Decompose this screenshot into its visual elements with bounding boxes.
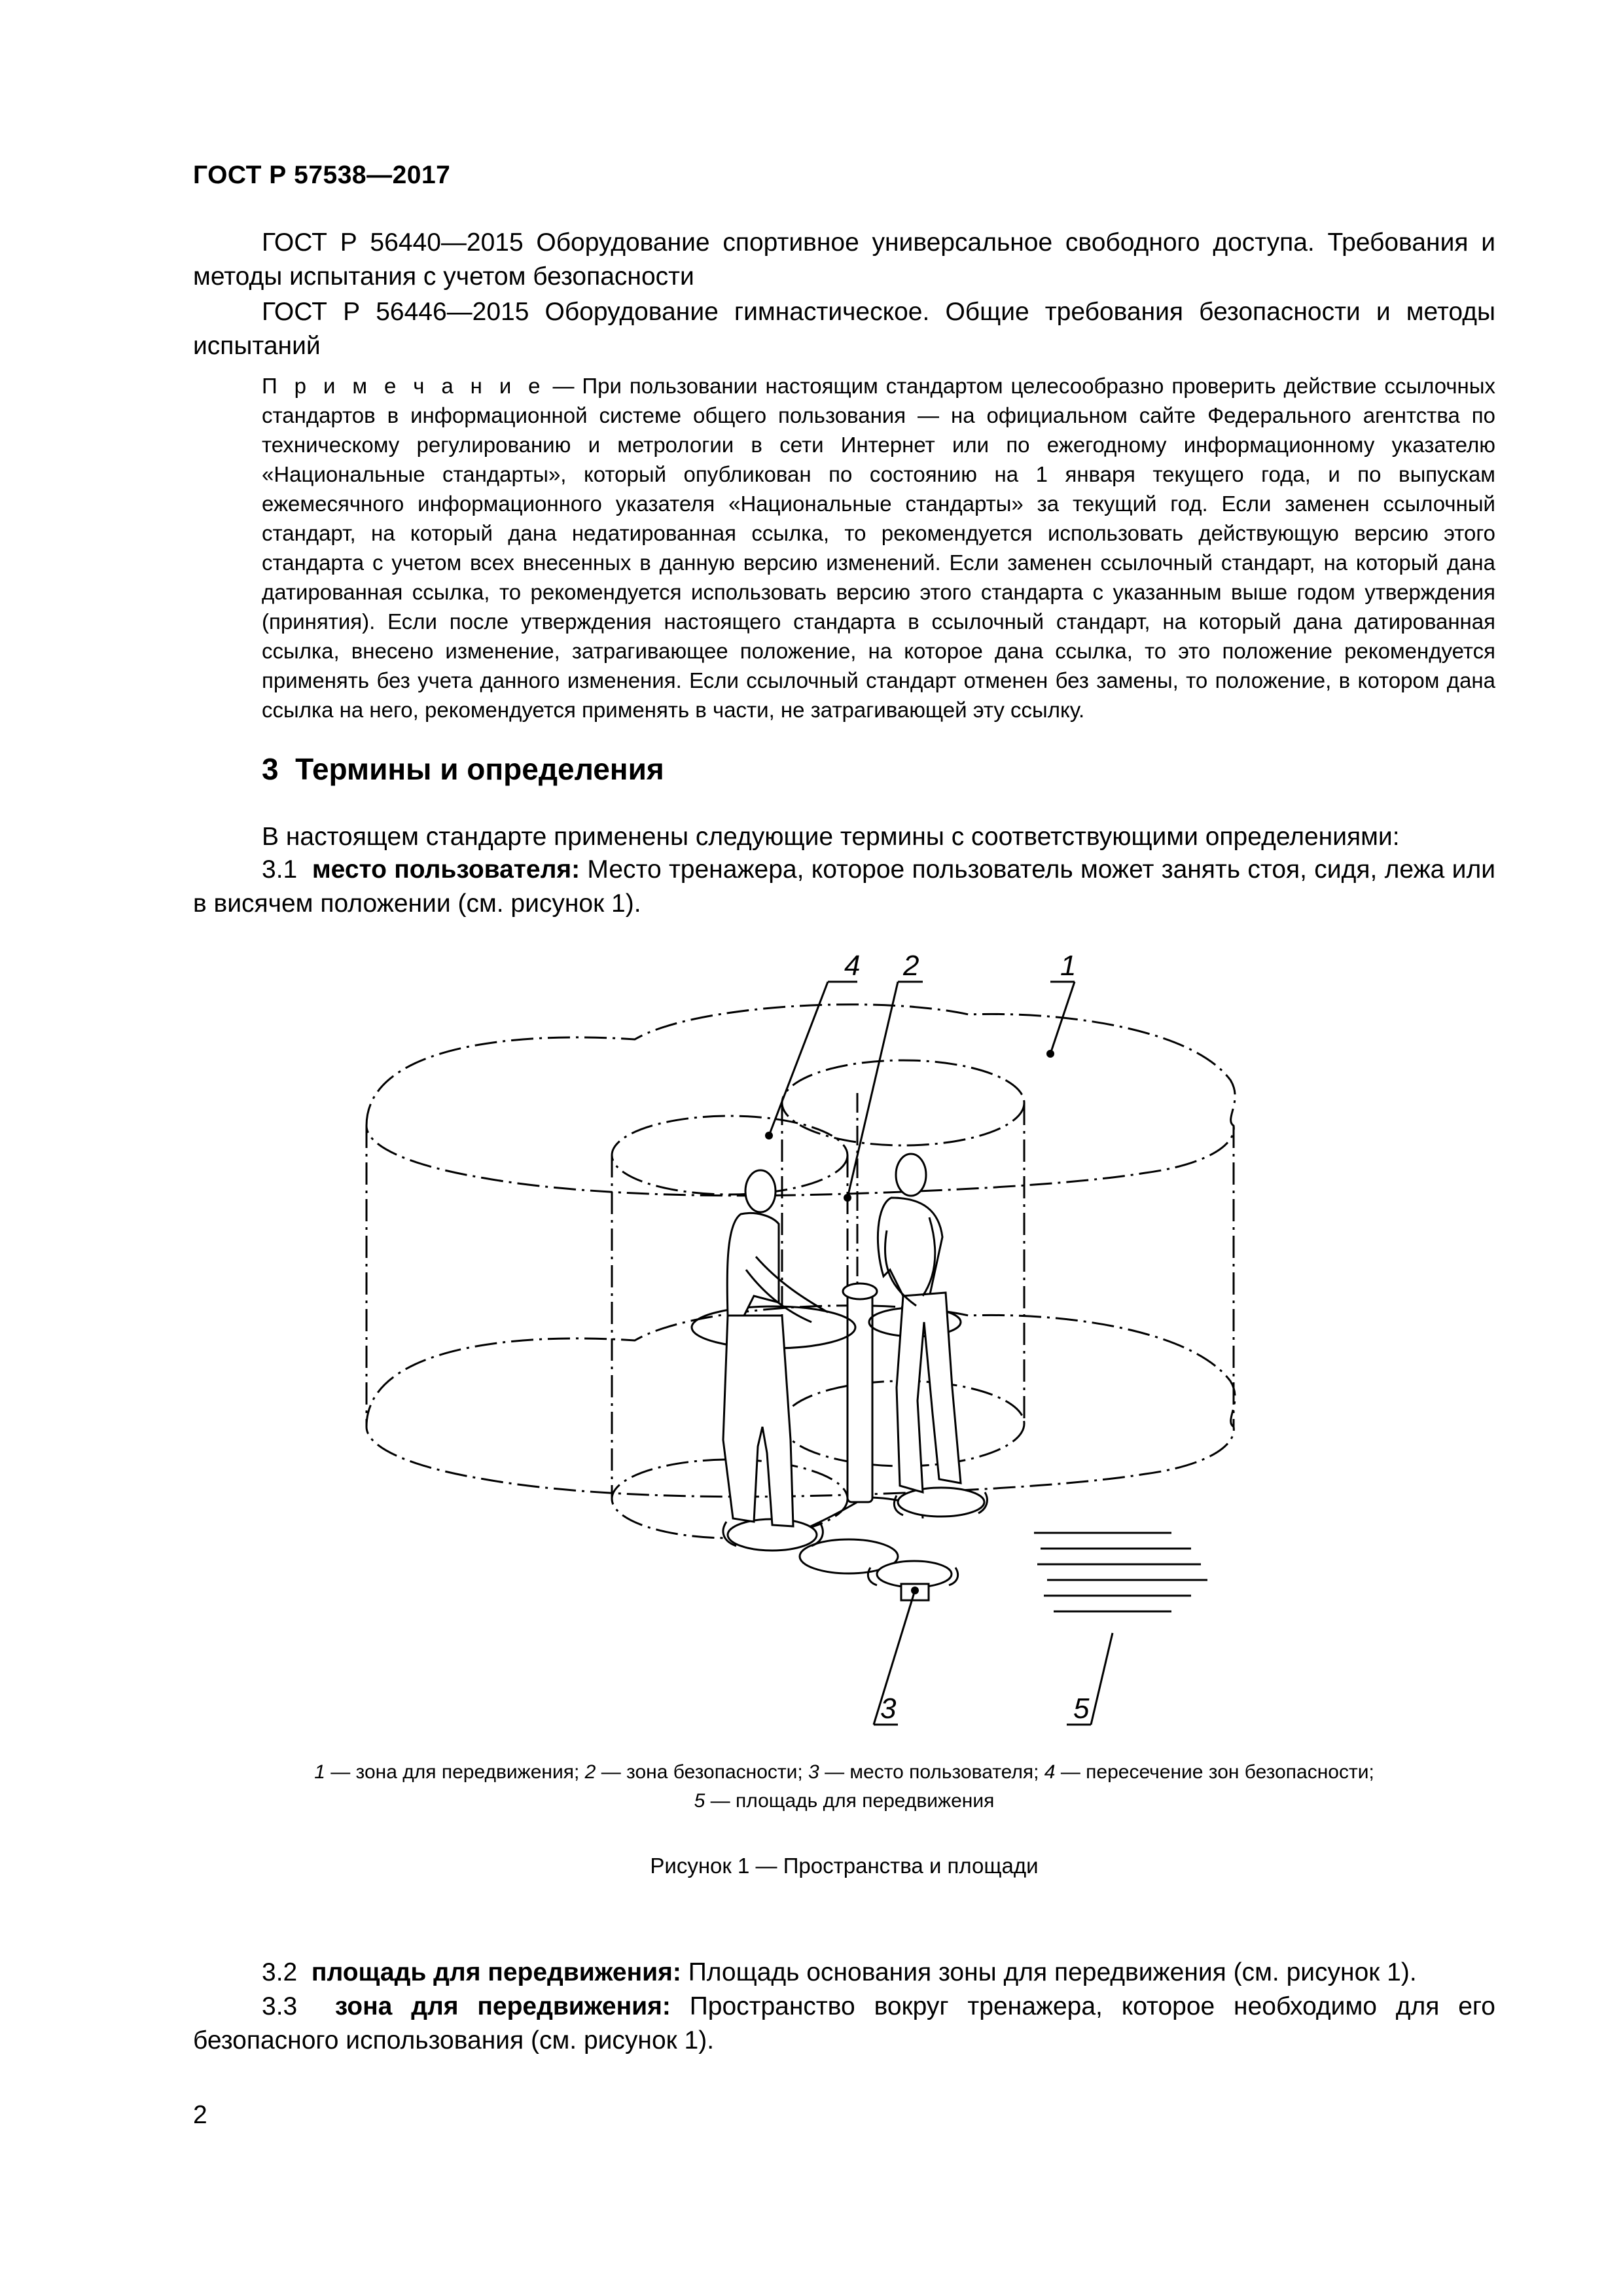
- term-3-1: [193, 853, 1495, 921]
- legend-text: — место пользователя;: [819, 1761, 1044, 1783]
- legend-text: — зона для передвижения;: [325, 1761, 585, 1783]
- figure-legend: [193, 1758, 1495, 1816]
- legend-text: — пересечение зон безопасности;: [1055, 1761, 1374, 1783]
- figure-legend-line-2: [193, 1787, 1495, 1816]
- document-header: ГОСТ Р 57538—2017: [193, 161, 451, 189]
- page-number: 2: [193, 2101, 207, 2129]
- legend-text: — площадь для передвижения: [705, 1790, 995, 1812]
- figure-1-diagram: [353, 929, 1335, 1741]
- legend-number: 5: [694, 1790, 705, 1812]
- section-heading: [262, 751, 664, 787]
- legend-number: 4: [1044, 1761, 1056, 1783]
- legend-text: — зона безопасности;: [596, 1761, 809, 1783]
- term-name: место пользователя:: [312, 855, 580, 884]
- reference-gost-56446: ГОСТ Р 56446—2015 Оборудование гимнастическое. Общие требования безопасности и методы испытаний: [193, 298, 1495, 360]
- term-3-2: [193, 1956, 1495, 1990]
- note-text: — При пользовании настоящим стандартом целесообразно проверить действие ссылочных стандартов в информационной системе общего пользования — на официальном сайте Федерального агентства по техническому регулированию и метрологии в сети Интернет или по ежегодному информационному указателю «Национальные стандарты», который опубликован по состоянию на 1 января текущего года, и по выпускам ежемесячного информационного указателя «Национальные стандарты» за текущий год. Если заменен ссылочный стандарт, на который дана недатированная ссылка, то рекомендуется использовать действующую версию этого стандарта с учетом всех внесенных в данную версию изменений. Если заменен ссылочный стандарт, на который дана датированная ссылка, то рекомендуется использовать версию этого стандарта с указанным выше годом утверждения (принятия). Если после утверждения настоящего стандарта в ссылочный стандарт, на который дана датированная ссылка, внесено изменение, затрагивающее положение, на которое дана ссылка, то это положение рекомендуется применять без учета данного изменения. Если ссылочный стандарт отменен без замены, то положение, в котором дана ссылка на него, рекомендуется применять в части, не затрагивающей эту ссылку.: [262, 374, 1495, 722]
- term-name: зона для передвижения:: [334, 1992, 671, 2020]
- callout-1: 1: [1060, 950, 1077, 982]
- term-definition: Место тренажера, которое пользователь может занять стоя, сидя, лежа или в висячем положении (см. рисунок 1).: [193, 855, 1495, 918]
- term-number: 3.3: [262, 1992, 298, 2020]
- section-number: 3: [262, 752, 279, 786]
- section-intro: В настоящем стандарте применены следующие термины с соответствующими определениями:: [262, 823, 1400, 851]
- callout-2: 2: [903, 950, 919, 982]
- callout-5: 5: [1073, 1693, 1090, 1725]
- callout-4: 4: [844, 950, 861, 982]
- reference-gost-56440: ГОСТ Р 56440—2015 Оборудование спортивное универсальное свободного доступа. Требования и методы испытания с учетом безопасности: [193, 228, 1495, 291]
- term-name: площадь для передвижения:: [311, 1958, 681, 1986]
- legend-number: 2: [584, 1761, 596, 1783]
- term-3-3: [193, 1990, 1495, 2058]
- term-definition: Площадь основания зоны для передвижения (см. рисунок 1).: [681, 1958, 1417, 1986]
- note-label: П р и м е ч а н и е: [262, 374, 545, 398]
- note-paragraph: [262, 371, 1495, 725]
- legend-number: 1: [314, 1761, 325, 1783]
- legend-number: 3: [808, 1761, 819, 1783]
- callout-3: 3: [880, 1693, 897, 1725]
- term-number: 3.1: [262, 855, 298, 884]
- term-definition: Пространство вокруг тренажера, которое необходимо для его безопасного использования (см. рисунок 1).: [193, 1992, 1495, 2054]
- section-title: Термины и определения: [295, 752, 664, 786]
- figure-legend-line-1: [193, 1758, 1495, 1787]
- figure-title: Рисунок 1 — Пространства и площади: [650, 1854, 1039, 1878]
- term-number: 3.2: [262, 1958, 298, 1986]
